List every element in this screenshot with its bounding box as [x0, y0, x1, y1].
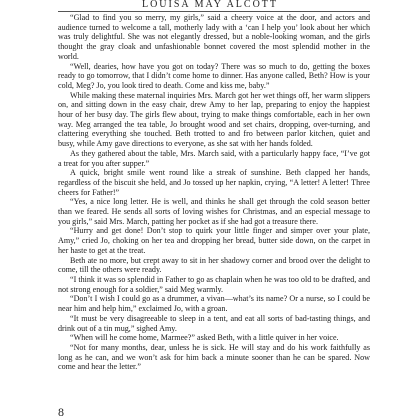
paragraph: While making these maternal inquiries Mrs. March got her wet things off, her warm slippers on, and sitting down in the easy chair, drew Amy to her lap, preparing to enjoy the happiest hour of her busy day. The girls flew about, trying to make things comfortable, each in her own way. Meg arranged the tea table, Jo brought wood and set chairs, dropping, over-turning, and clattering everything she touched. Beth trotted to and fro between parlor kitchen, quiet and busy, while Amy gave directions to everyone, as she sat with her hands folded.	[58, 90, 370, 149]
paragraph: “I think it was so splendid in Father to go as chaplain when he was too old to be drafted, and not strong enough for a soldier,” said Meg warmly.	[58, 274, 370, 294]
paragraph: “Don’t I wish I could go as a drummer, a vivan—what’s its name? Or a nurse, so I could be near him and help him,” exclaimed Jo, with a groan.	[58, 294, 370, 314]
paragraph: “Yes, a nice long letter. He is well, and thinks he shall get through the cold season better than we feared. He sends all sorts of loving wishes for Christmas, and an especial message to you girls,” said Mrs. March, patting her pocket as if she had got a treasure there.	[58, 197, 370, 226]
body-text	[58, 13, 370, 372]
running-head: LOUISA MAY ALCOTT	[141, 0, 279, 10]
paragraph: “Well, dearies, how have you got on today? There was so much to do, getting the boxes ready to go tomorrow, that I didn’t come home to dinner. Has anyone called, Beth? How is your cold, Meg? Jo, you look tired to death. Come and kiss me, baby.”	[58, 61, 370, 90]
paragraph: “When will he come home, Marmee?” asked Beth, with a little quiver in her voice.	[70, 333, 339, 343]
page-number: 8	[58, 405, 64, 419]
paragraph: “Glad to find you so merry, my girls,” said a cheery voice at the door, and actors and audience turned to welcome a tall, motherly lady with a ‘can I help you’ look about her which was truly delightful. She was not elegantly dressed, but a noble-looking woman, and the girls thought the gray cloak and unfashionable bonnet covered the most splendid mother in the world.	[58, 13, 370, 61]
paragraph: A quick, bright smile went round like a streak of sunshine. Beth clapped her hands, regardless of the biscuit she held, and Jo tossed up her napkin, crying, “A letter! A letter! Three cheers for Father!”	[58, 168, 370, 197]
paragraph: “Not for many months, dear, unless he is sick. He will stay and do his work faithfully as long as he can, and we won’t ask for him back a minute sooner than he can be spared. Now come and hear the letter.”	[58, 342, 370, 372]
paragraph: Beth ate no more, but crept away to sit in her shadowy corner and brood over the delight to come, till the others were ready.	[58, 255, 370, 275]
paragraph: “It must be very disagreeable to sleep in a tent, and eat all sorts of bad-tasting things, and drink out of a tin mug,” sighed Amy.	[58, 313, 370, 333]
paragraph: As they gathered about the table, Mrs. March said, with a particularly happy face, “I’ve got a treat for you after supper.”	[58, 148, 370, 168]
paragraph: “Hurry and get done! Don’t stop to quirk your little finger and simper over your plate, Amy,” cried Jo, choking on her tea and dropping her bread, butter side down, on the carpet in her haste to get at the treat.	[58, 226, 370, 255]
header-rule	[58, 11, 370, 12]
